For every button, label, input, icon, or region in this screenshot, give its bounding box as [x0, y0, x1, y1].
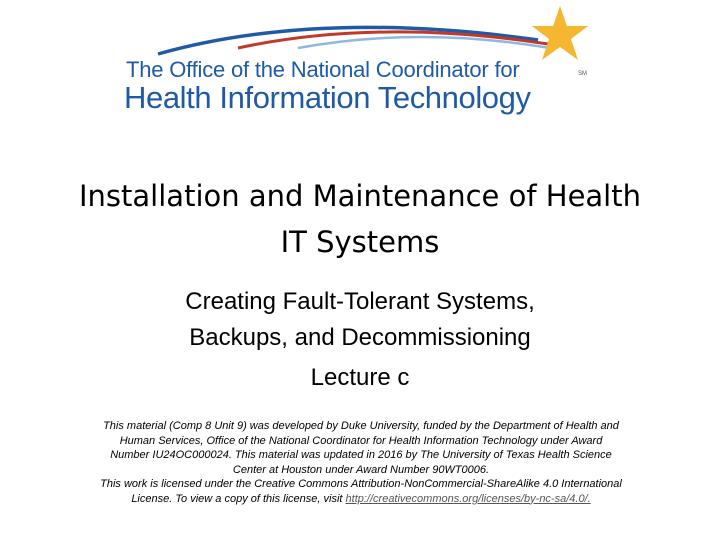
slide-subtitle-line1: Creating Fault-Tolerant Systems,	[185, 288, 535, 315]
logo-line-hit: Health Information Technology	[124, 80, 531, 115]
funding-notice-line1: This material (Comp 8 Unit 9) was developed by Duke University, funded by the Department of Health and	[103, 420, 619, 432]
slide-subtitle	[0, 284, 720, 356]
funding-notice-line2: Human Services, Office of the National Coordinator for Health Information Technology under Award	[119, 434, 603, 447]
slide-subtitle-line2: Backups, and Decommissioning	[189, 324, 531, 351]
license-link[interactable]: http://creativecommons.org/licenses/by-nc-sa/4.0/.	[345, 492, 591, 505]
logo-service-mark: SM	[578, 71, 587, 77]
license-notice-line2	[76, 492, 646, 507]
funding-notice-line3: Number IU24OC000024. This material was updated in 2016 by The University of Texas Health Science	[110, 449, 612, 461]
slide-title-line1: Installation and Maintenance of Health	[79, 179, 641, 213]
license-notice	[76, 477, 646, 506]
lecture-label: Lecture c	[310, 364, 410, 391]
funding-notice	[76, 419, 646, 477]
logo-line-office: The Office of the National Coordinator for	[126, 57, 520, 82]
license-notice-prefix: License. To view a copy of this license, visit	[131, 492, 346, 505]
funding-notice-line4: Center at Houston under Award Number 90WT0006.	[232, 463, 490, 476]
slide-title-line2: IT Systems	[280, 225, 440, 259]
logo-star-icon	[532, 6, 588, 60]
license-notice-line1: This work is licensed under the Creative Commons Attribution-NonCommercial-ShareAlike 4.0 International	[100, 478, 622, 490]
onc-logo	[118, 4, 598, 122]
slide-title	[0, 173, 720, 265]
